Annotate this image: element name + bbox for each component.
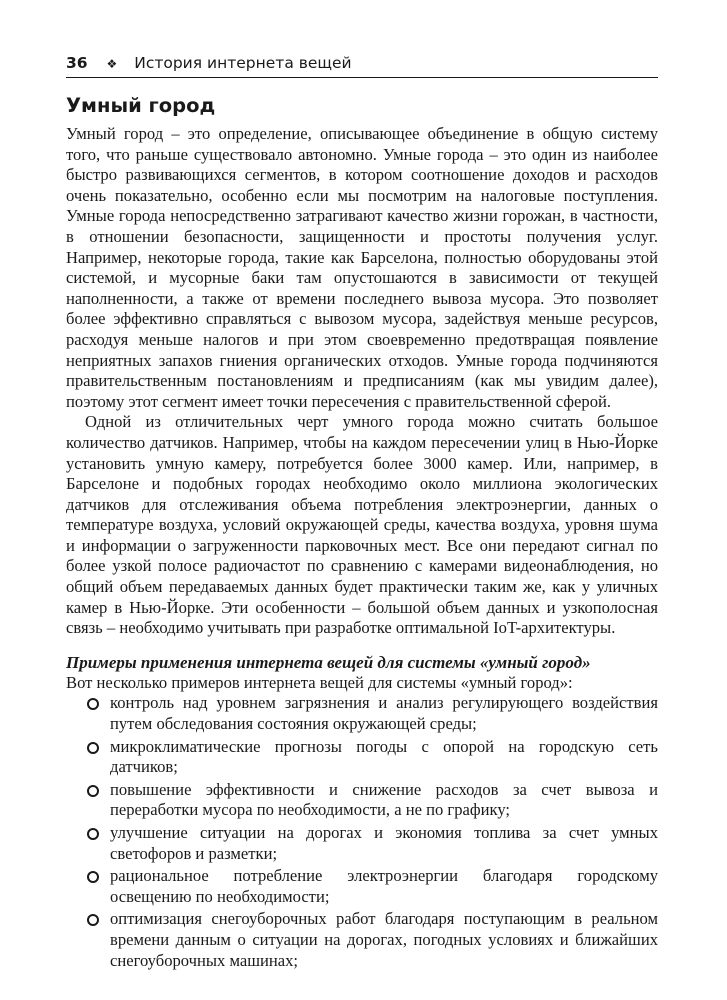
list-item-text: рациональное потребление электроэнергии благодаря городскому освещению по необходимости; bbox=[110, 866, 658, 906]
section-paragraph-1: Умный город – это определение, описывающее объединение в общую систему того, что раньше существовало автономно. Умные города – это один из наиболее быстро развивающихся сегментов, в котором соотношение доходов и расходов очень показательно, особенно если мы посмотрим на налоговые поступления. Умные города непосредственно затрагивают качество жизни горожан, в частности, в отношении безопасности, защищенности и простоты получения услуг. Например, некоторые города, такие как Барселона, полностью оборудованы этой системой, и мусорные баки там опустошаются в зависимости от текущей наполненности, а также от времени последнего вывоза мусора. Это позволяет более эффективно справляться с вывозом мусора, задействуя меньше ресурсов, расходуя меньше налогов и при этом своевременно предотвращая появление неприятных запахов гниения органических отходов. Умные города подчиняются правительственным постановлениям и предписаниям (как мы увидим далее), поэтому этот сегмент имеет точки пересечения с правительственной сферой. bbox=[66, 124, 658, 411]
circle-bullet-icon bbox=[87, 914, 99, 926]
list-item bbox=[66, 737, 658, 778]
list-item-text: контроль над уровнем загрязнения и анализ регулирующего воздействия путем обследования состояния окружающей среды; bbox=[110, 693, 658, 734]
subsection-intro: Вот несколько примеров интернета вещей для системы «умный город»: bbox=[66, 672, 573, 692]
subsection-title: Примеры применения интернета вещей для системы «умный город» bbox=[66, 652, 591, 672]
list-item-text: микроклиматические прогнозы погоды с опорой на городскую сеть датчиков; bbox=[110, 736, 658, 777]
list-item bbox=[66, 909, 658, 971]
list-item-text: оптимизация снегоуборочных работ благодаря поступающим в реальном времени данным о ситуации на дорогах, погодных условиях и ближайших снегоуборочных машинах; bbox=[110, 909, 658, 970]
circle-bullet-icon bbox=[87, 742, 99, 754]
page-number: 36 bbox=[66, 54, 88, 72]
list-item bbox=[66, 866, 658, 907]
list-item-text: улучшение ситуации на дорогах и экономия топлива за счет умных светофоров и разметки; bbox=[110, 823, 658, 863]
section-title: Умный город bbox=[66, 94, 216, 117]
running-header bbox=[66, 52, 658, 75]
examples-list bbox=[66, 693, 658, 971]
header-rule bbox=[66, 77, 658, 78]
circle-bullet-icon bbox=[87, 785, 99, 797]
section-paragraph-2: Одной из отличительных черт умного города можно считать большое количество датчиков. Например, чтобы на каждом пересечении улиц в Нью-Йорке установить умную камеру, потребуется более 3000 камер. Или, например, в Барселоне и подобных городах необходимо около миллиона экологических датчиков для отслеживания объема потребления электроэнергии, данных о температуре воздуха, условий окружающей среды, качества воздуха, уровня шума и информации о загруженности парковочных мест. Все они передают сигнал по более узкой полосе радиочастот по сравнению с камерами видеонаблюдения, но общий объем передаваемых данных будет практически таким же, как у уличных камер в Нью-Йорке. Эти особенности – большой объем данных и узкополосная связь – необходимо учитывать при разработке оптимальной IoT-архитектуры. bbox=[66, 412, 658, 638]
separator-ornament-icon: ❖ bbox=[106, 57, 118, 71]
list-item bbox=[66, 823, 658, 864]
list-item bbox=[66, 780, 658, 821]
page-content bbox=[66, 92, 658, 973]
circle-bullet-icon bbox=[87, 828, 99, 840]
running-title: История интернета вещей bbox=[134, 54, 352, 72]
circle-bullet-icon bbox=[87, 698, 99, 710]
list-item-text: повышение эффективности и снижение расходов за счет вывоза и переработки мусора по необходимости, а не по графику; bbox=[110, 779, 658, 820]
circle-bullet-icon bbox=[87, 871, 99, 883]
list-item bbox=[66, 693, 658, 734]
